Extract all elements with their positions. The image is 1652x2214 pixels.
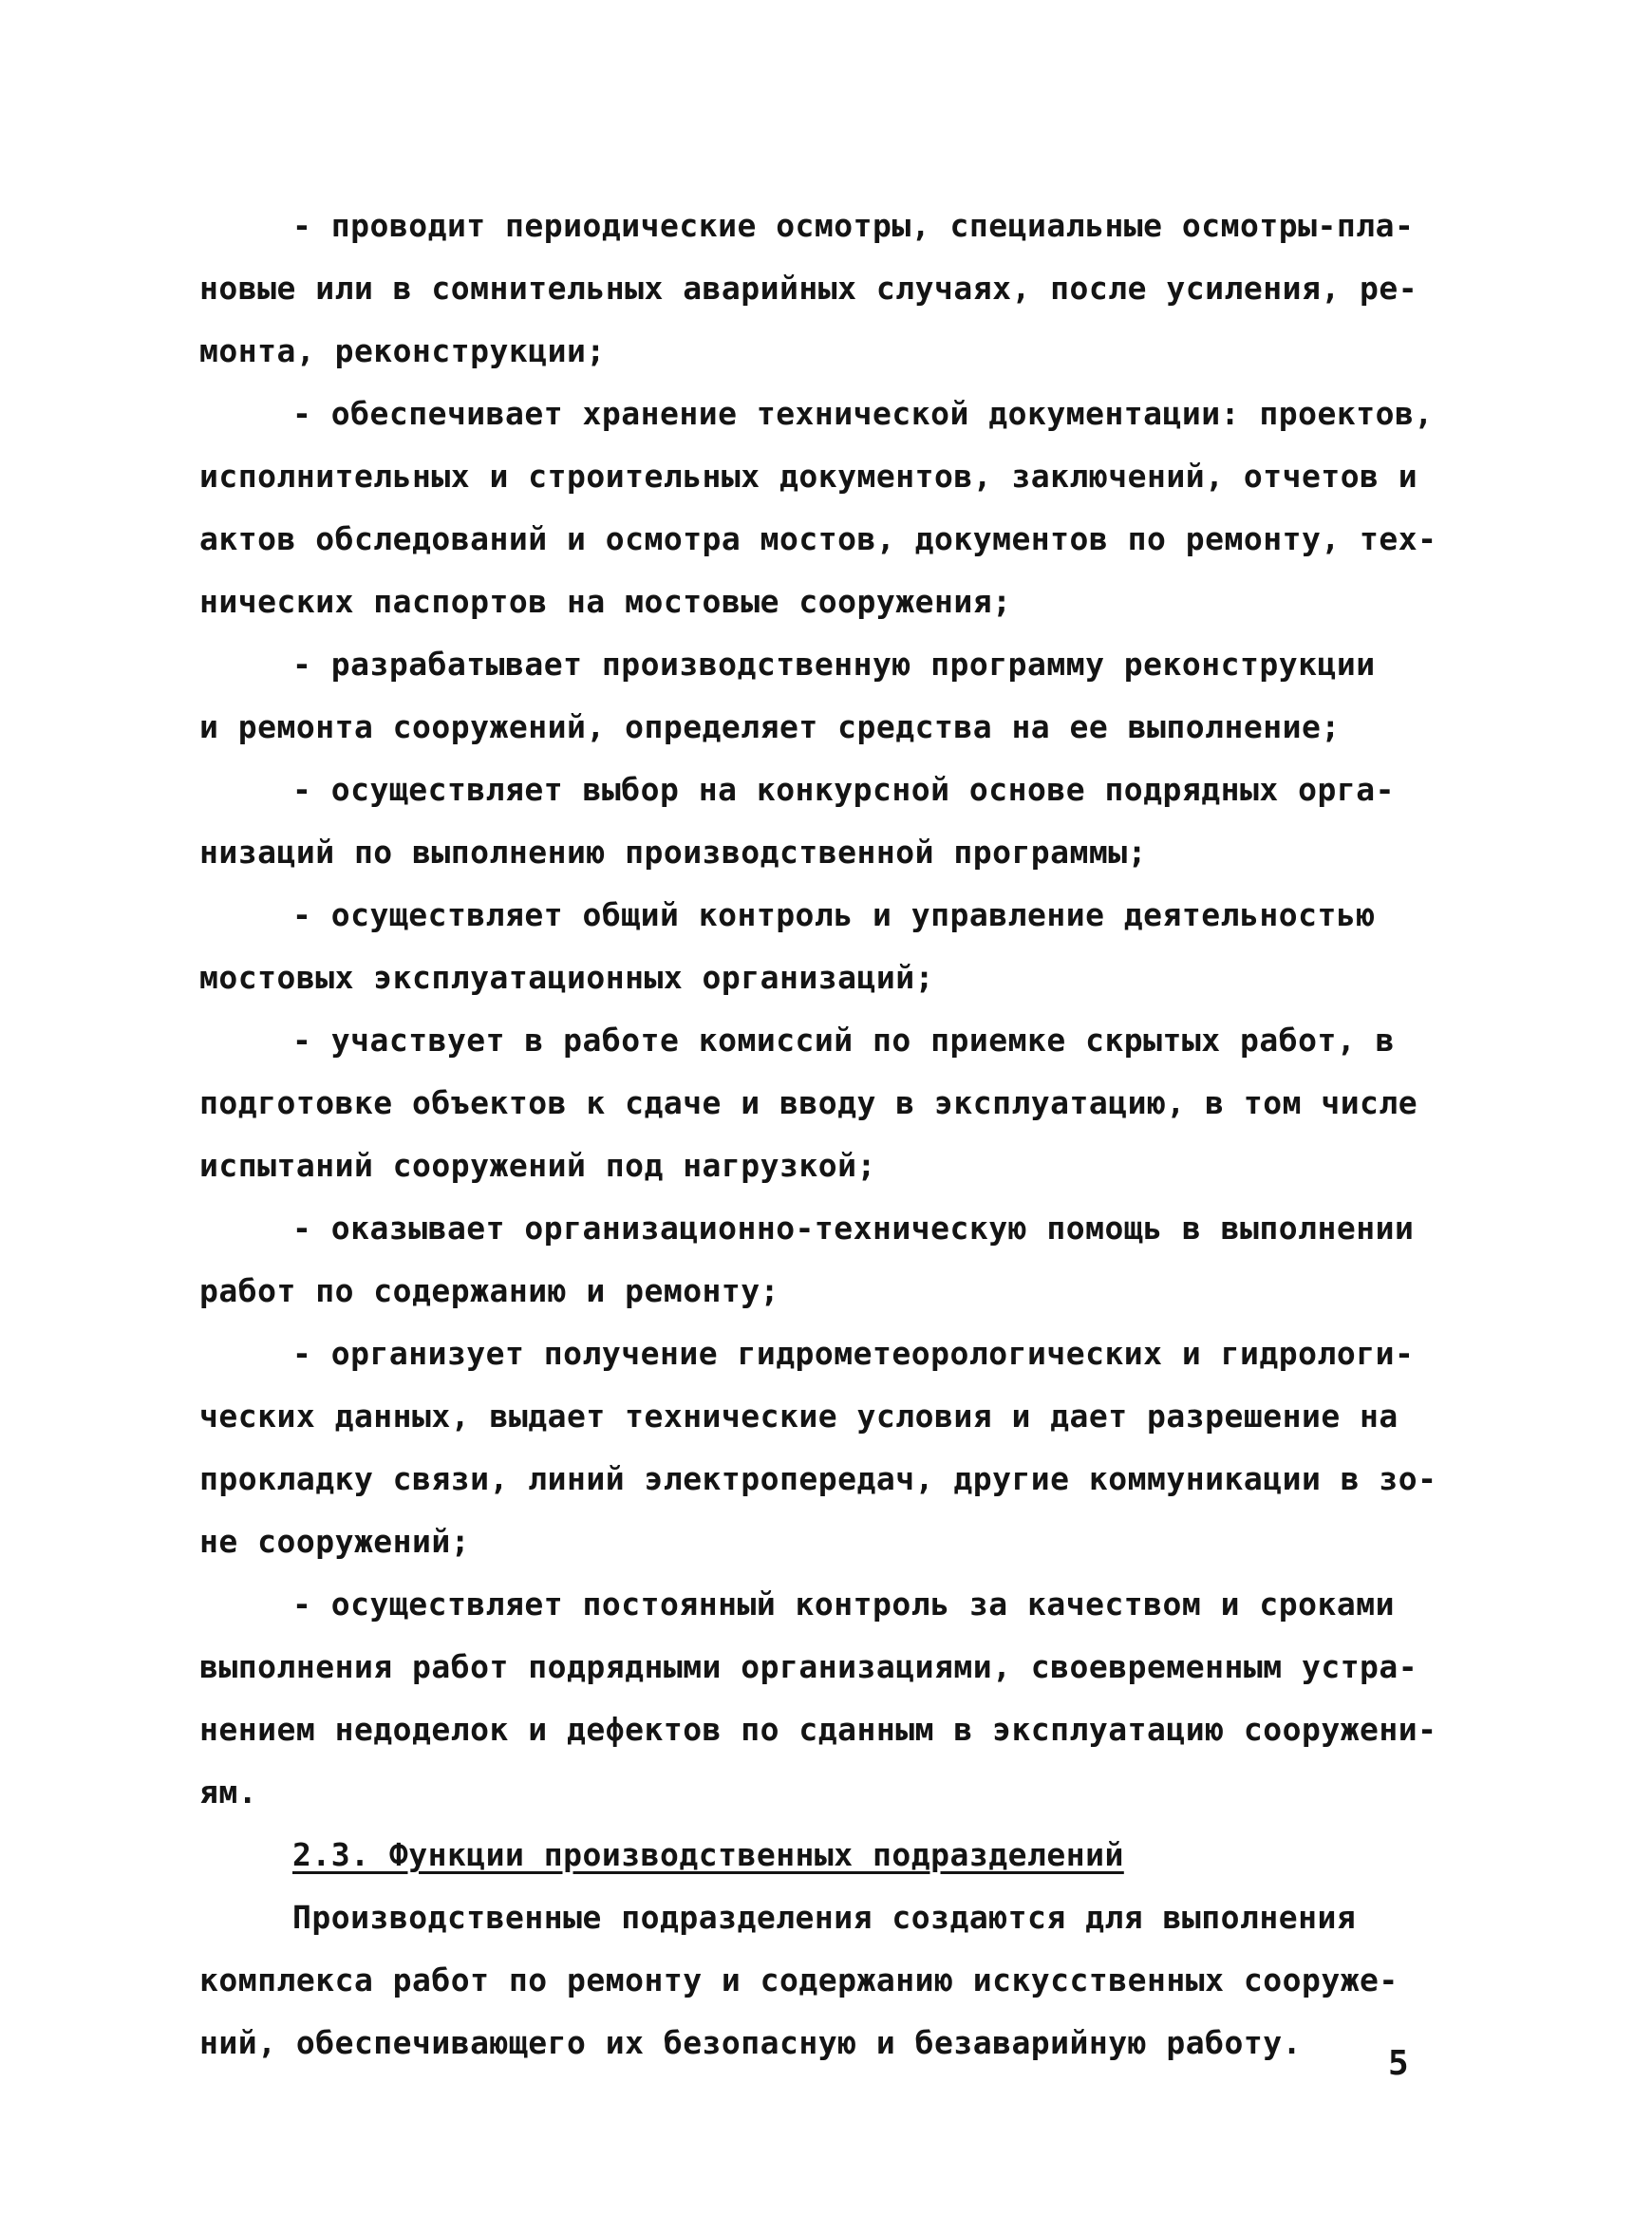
- text-line: прокладку связи, линий электропередач, другие коммуникации в зо-: [199, 1460, 1437, 1497]
- text-line: работ по содержанию и ремонту;: [199, 1272, 780, 1309]
- text-line: комплекса работ по ремонту и содержанию искусственных сооруже-: [199, 1961, 1399, 1998]
- text-line: не сооружений;: [199, 1523, 471, 1560]
- text-line: новые или в сомнительных аварийных случаях, после усиления, ре-: [199, 270, 1418, 307]
- text-line: ческих данных, выдает технические условия и дает разрешение на: [199, 1398, 1399, 1435]
- text-line: нением недоделок и дефектов по сданным в эксплуатацию сооружени-: [199, 1711, 1437, 1748]
- text-line: ний, обеспечивающего их безопасную и безаварийную работу.: [199, 2024, 1302, 2061]
- text-line: - разрабатывает производственную программу реконструкции: [292, 646, 1376, 683]
- text-line: - осуществляет постоянный контроль за качеством и сроками: [292, 1585, 1395, 1623]
- text-line: - организует получение гидрометеорологических и гидрологи-: [292, 1335, 1415, 1372]
- text-line: монта, реконструкции;: [199, 332, 606, 369]
- text-line: подготовке объектов к сдаче и вводу в эксплуатацию, в том числе: [199, 1084, 1418, 1121]
- text-line: - осуществляет общий контроль и управление деятельностью: [292, 896, 1376, 933]
- text-line: исполнительных и строительных документов, заключений, отчетов и: [199, 458, 1418, 495]
- text-line: - обеспечивает хранение технической документации: проектов,: [292, 395, 1434, 432]
- text-line: и ремонта сооружений, определяет средства на ее выполнение;: [199, 708, 1341, 745]
- text-line: низаций по выполнению производственной программы;: [199, 834, 1148, 871]
- page-number: 5: [1388, 2044, 1410, 2083]
- text-line: - осуществляет выбор на конкурсной основе подрядных орга-: [292, 771, 1395, 808]
- text-line: нических паспортов на мостовые сооружения;: [199, 583, 1012, 620]
- text-line: - проводит периодические осмотры, специальные осмотры-пла-: [292, 207, 1415, 244]
- text-line: мостовых эксплуатационных организаций;: [199, 959, 934, 996]
- text-line: выполнения работ подрядными организациями, своевременным устра-: [199, 1648, 1418, 1685]
- text-line: актов обследований и осмотра мостов, документов по ремонту, тех-: [199, 520, 1437, 557]
- text-line: - участвует в работе комиссий по приемке скрытых работ, в: [292, 1022, 1395, 1059]
- section-heading: 2.3. Функции производственных подразделений: [292, 1836, 1124, 1873]
- text-line: - оказывает организационно-техническую помощь в выполнении: [292, 1210, 1415, 1247]
- text-line: Производственные подразделения создаются для выполнения: [292, 1899, 1357, 1936]
- text-line: ям.: [199, 1773, 258, 1811]
- text-line: испытаний сооружений под нагрузкой;: [199, 1147, 876, 1184]
